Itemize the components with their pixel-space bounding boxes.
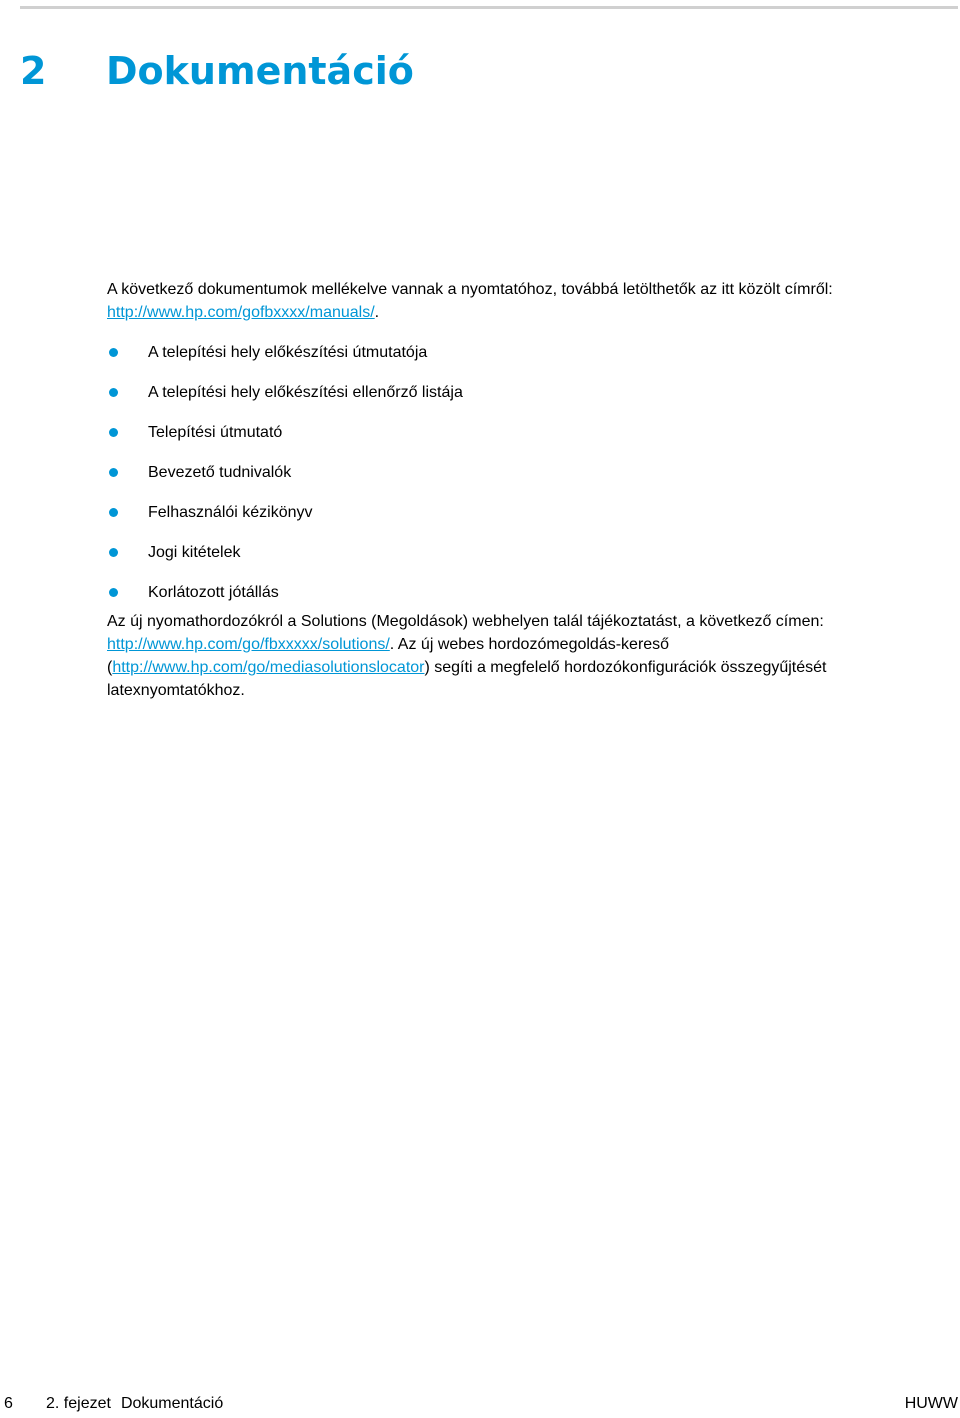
list-item xyxy=(107,581,952,621)
solutions-paragraph xyxy=(107,610,952,702)
page-number: 6 xyxy=(4,1395,13,1412)
solutions-text-before: Az új nyomathordozókról a Solutions (Megoldások) webhelyen talál tájékoztatást, a következő címen: xyxy=(107,613,824,630)
bullet-icon xyxy=(109,588,118,597)
chapter-number: 2 xyxy=(20,49,47,94)
page-footer xyxy=(0,1392,960,1416)
list-item xyxy=(107,421,952,461)
solutions-text-after: ) segíti a megfelelő hordozókonfigurációk összegyűjtését latexnyomtatókhoz. xyxy=(107,659,827,699)
list-item-label: Jogi kitételek xyxy=(148,544,241,561)
chapter-heading xyxy=(20,43,414,99)
list-item-label: Korlátozott jótállás xyxy=(148,584,279,601)
bullet-icon xyxy=(109,348,118,357)
list-item-label: Felhasználói kézikönyv xyxy=(148,504,313,521)
bullet-icon xyxy=(109,508,118,517)
solutions-text-middle: . Az új webes hordozómegoldás-kereső ( xyxy=(107,636,670,676)
footer-chapter-label: 2. fejezet xyxy=(46,1395,111,1412)
list-item xyxy=(107,541,952,581)
media-locator-link[interactable]: http://www.hp.com/go/mediasolutionslocator xyxy=(112,659,425,676)
intro-text: A következő dokumentumok mellékelve vannak a nyomtatóhoz, továbbá letölthetők az itt közölt címről: xyxy=(107,281,833,298)
manuals-link[interactable]: http://www.hp.com/gofbxxxx/manuals/ xyxy=(107,304,375,321)
list-item xyxy=(107,501,952,541)
bullet-icon xyxy=(109,388,118,397)
intro-paragraph xyxy=(107,278,952,324)
list-item-label: Telepítési útmutató xyxy=(148,424,283,441)
solutions-link[interactable]: http://www.hp.com/go/fbxxxxx/solutions/ xyxy=(107,636,390,653)
list-item xyxy=(107,381,952,421)
list-item xyxy=(107,341,952,381)
footer-chapter-title: Dokumentáció xyxy=(120,1395,224,1412)
list-item-label: A telepítési hely előkészítési ellenőrző listája xyxy=(148,384,463,401)
bullet-icon xyxy=(109,548,118,557)
list-item xyxy=(107,461,952,501)
main-content xyxy=(107,278,952,702)
list-item-label: A telepítési hely előkészítési útmutatója xyxy=(148,344,428,361)
bullet-icon xyxy=(109,468,118,477)
intro-end: . xyxy=(374,304,380,321)
list-item-label: Bevezető tudnivalók xyxy=(148,464,292,481)
region-code: HUWW xyxy=(904,1395,958,1412)
chapter-title: Dokumentáció xyxy=(106,49,414,94)
top-rule xyxy=(20,6,958,9)
bullet-icon xyxy=(109,428,118,437)
running-head xyxy=(46,1392,223,1416)
document-list xyxy=(107,341,952,621)
